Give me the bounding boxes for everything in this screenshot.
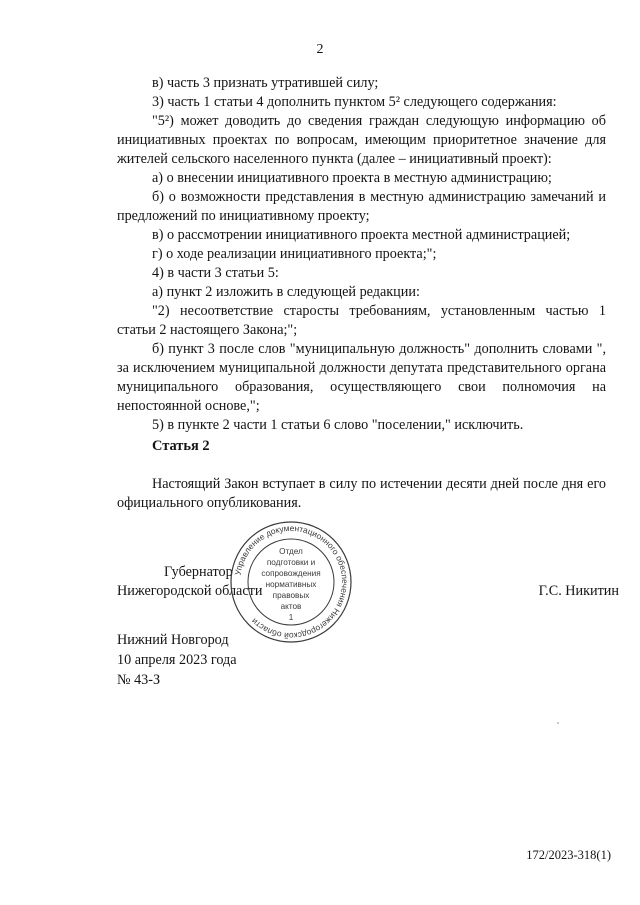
signatory-title: Губернатор [164,564,233,580]
amendment-paragraph: 5) в пункте 2 части 1 статьи 6 слово "поселении," исключить. [152,417,524,433]
amendment-paragraph: г) о ходе реализации инициативного проекта;"; [152,246,437,262]
stamp-line: сопровождения [261,569,321,578]
law-number: № 43-З [117,672,161,688]
stamp-seal-icon [229,520,353,644]
amendment-paragraph: "2) несоответствие старосты требованиям, установленным частью 1 статьи 2 настоящего Закона;"; [117,303,606,338]
article-body [117,475,606,513]
stamp-line: подготовки и [266,558,316,567]
amendment-paragraph: 3) часть 1 статьи 4 дополнить пунктом 5² следующего содержания: [152,94,557,110]
amendment-paragraph: а) о внесении инициативного проекта в местную администрацию; [152,170,552,186]
place-date-block [117,630,237,690]
city: Нижний Новгород [117,632,229,648]
signatory-name: Г.С. Никитин [538,583,619,599]
amendment-paragraph: б) пункт 3 после слов "муниципальную должность" дополнить словами ", за исключением муниципальной должности депутата представительного органа муниципального образования, осуществляющего свои полномочия на непостоянной основе,"; [117,341,606,414]
date: 10 апреля 2023 года [117,652,237,668]
stamp-outer-text: Управление документационного обеспечения Нижегородской области [232,522,351,642]
stamp-line: правовых [272,591,310,600]
signatory-region: Нижегородской области [117,583,263,599]
amendment-paragraph: в) часть 3 признать утратившей силу; [152,75,379,91]
page-number: 2 [316,42,324,57]
amendment-paragraph: а) пункт 2 изложить в следующей редакции: [152,284,420,300]
article-title: Статья 2 [152,438,210,454]
article-paragraph: Настоящий Закон вступает в силу по истечении десяти дней после дня его официального опубликования. [117,476,606,511]
amendment-paragraph: 4) в части 3 статьи 5: [152,265,279,281]
stamp-line: 1 [288,613,294,622]
amendment-paragraph: "5²) может доводить до сведения граждан следующую информацию об инициативных проектах по вопросам, имеющим приоритетное значение для жителей сельского населенного пункта (далее – инициативный проект): [117,113,606,167]
scan-speck [557,722,559,724]
stamp-line: нормативных [265,580,317,589]
stamp-line: Отдел [279,547,303,556]
amendment-paragraph: б) о возможности представления в местную администрацию замечаний и предложений по инициативному проекту; [117,189,606,224]
amendments-list [117,74,606,435]
official-stamp [229,520,353,644]
stamp-line: актов [280,602,302,611]
document-code: 172/2023-318(1) [526,848,611,862]
signature-block [117,563,619,607]
amendment-paragraph: в) о рассмотрении инициативного проекта местной администрацией; [152,227,571,243]
